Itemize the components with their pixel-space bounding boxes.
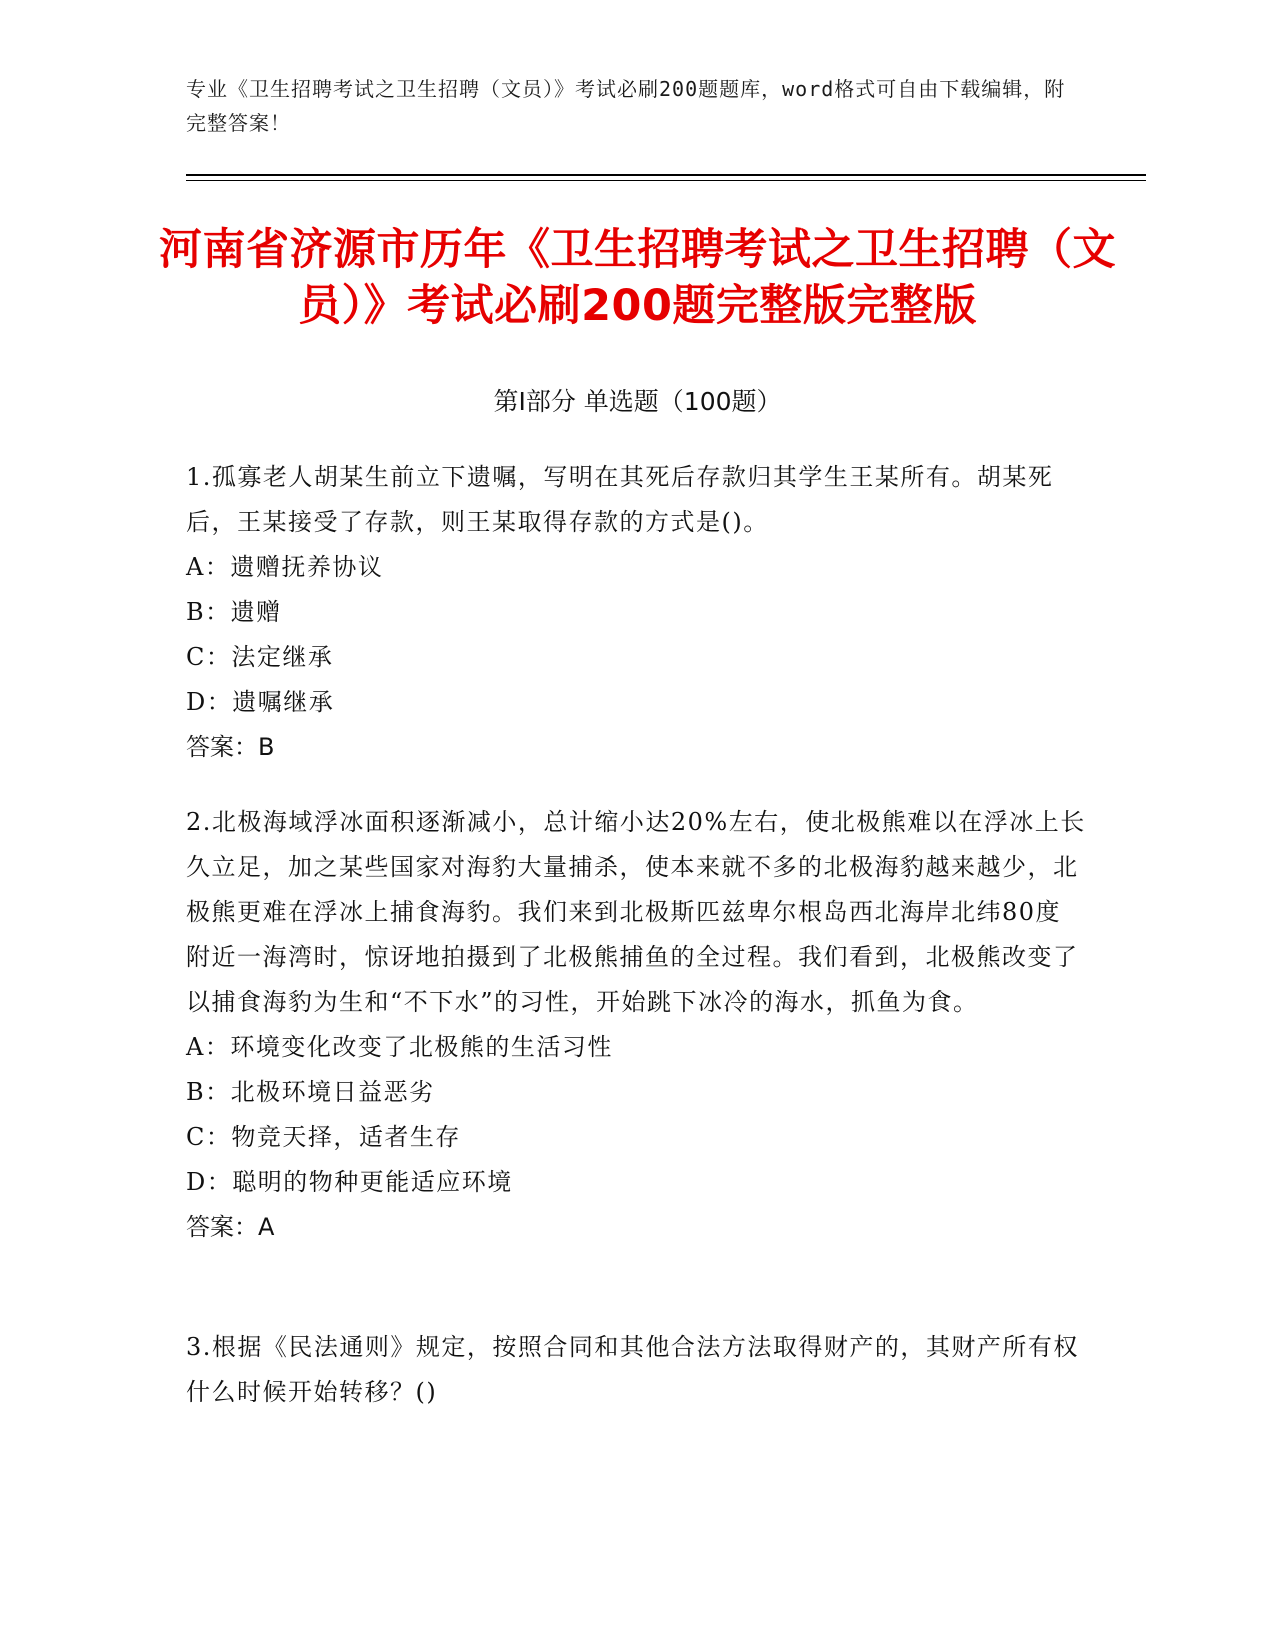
question-stem: 2.北极海域浮冰面积逐渐减小，总计缩小达20%左右，使北极熊难以在浮冰上长久立足，加之某些国家对海豹大量捕杀，使本来就不多的北极海豹越来越少，北极熊更难在浮冰上捕食海豹。我们来到北极斯匹兹卑尔根岛西北海岸北纬80度附近一海湾时，惊讶地拍摄到了北极熊捕鱼的全过程。我们看到，北极熊改变了以捕食海豹为生和“不下水”的习性，开始跳下冰冷的海水，抓鱼为食。 [186, 808, 1086, 1016]
question-stem: 1.孤寡老人胡某生前立下遗嘱，写明在其死后存款归其学生王某所有。胡某死后，王某接受了存款，则王某取得存款的方式是()。 [186, 463, 1054, 536]
header-note: 专业《卫生招聘考试之卫生招聘（文员）》考试必刷200题题库，word格式可自由下载编辑，附完整答案！ [186, 77, 1066, 135]
document-title: 河南省济源市历年《卫生招聘考试之卫生招聘（文员）》考试必刷200题完整版完整版 [159, 225, 1116, 331]
question-2 [186, 800, 1086, 1250]
option-a: A：环境变化改变了北极熊的生活习性 [186, 1033, 613, 1061]
answer-line: 答案：A [186, 1213, 275, 1241]
header-divider-thin [186, 180, 1146, 181]
option-d: D：聪明的物种更能适应环境 [186, 1168, 513, 1196]
option-a: A：遗赠抚养协议 [186, 553, 384, 581]
header-divider-thick [186, 174, 1146, 176]
option-b: B：北极环境日益恶劣 [186, 1078, 435, 1106]
option-c: C：法定继承 [186, 643, 334, 671]
question-1 [186, 455, 1086, 770]
question-stem: 3.根据《民法通则》规定，按照合同和其他合法方法取得财产的，其财产所有权什么时候开始转移？() [186, 1333, 1079, 1406]
answer-line: 答案：B [186, 733, 275, 761]
question-3 [186, 1325, 1086, 1415]
section-heading: 第Ⅰ部分 单选题（100题） [493, 387, 782, 416]
option-b: B：遗赠 [186, 598, 282, 626]
option-c: C：物竞天择，适者生存 [186, 1123, 461, 1151]
option-d: D：遗嘱继承 [186, 688, 335, 716]
